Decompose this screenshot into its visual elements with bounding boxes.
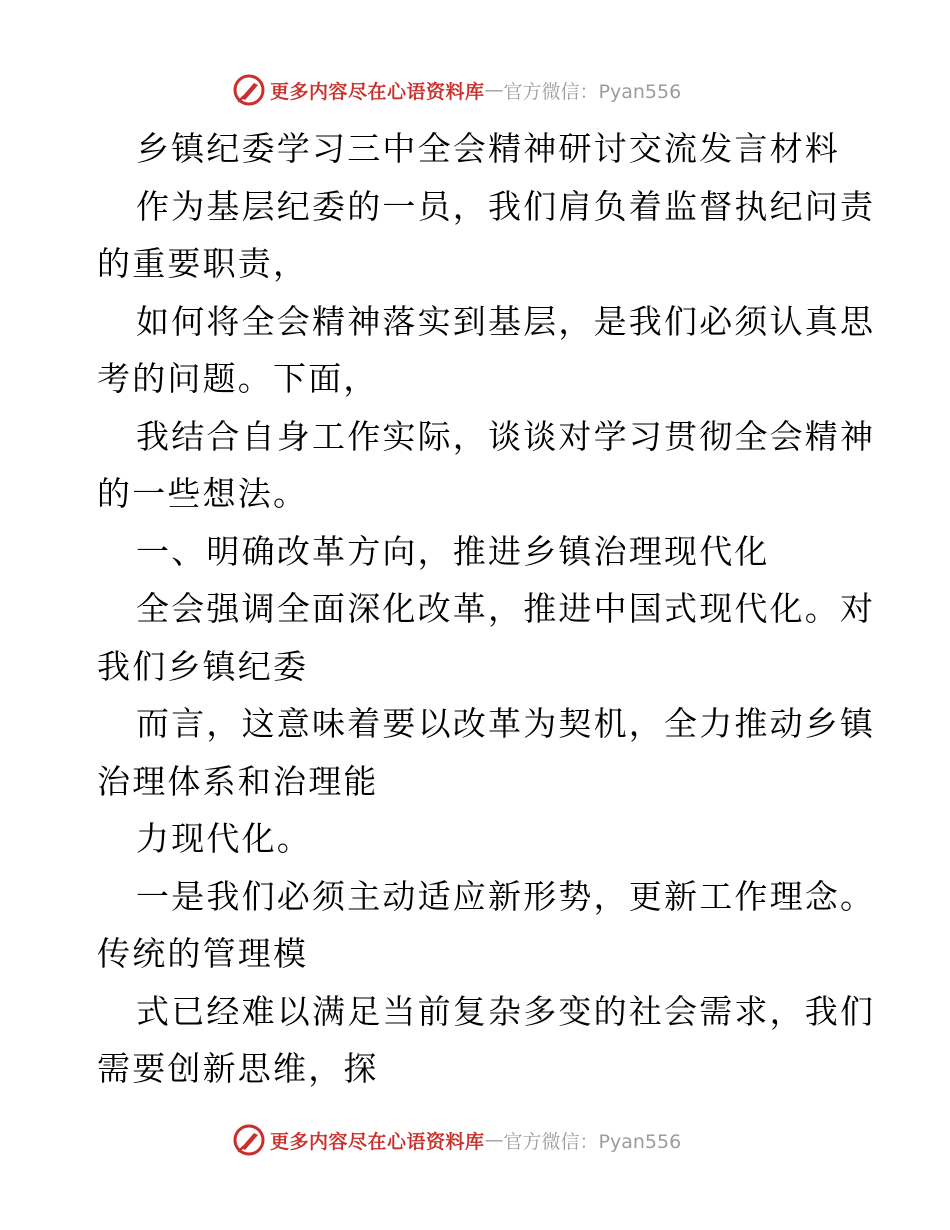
watermark-title: 更多内容尽在心语资料库 xyxy=(270,80,485,103)
quill-pen-logo-icon xyxy=(232,73,266,107)
footer-watermark xyxy=(232,1120,752,1160)
watermark-title: 更多内容尽在心语资料库 xyxy=(270,1130,485,1153)
text-line: 作为基层纪委的一员，我们肩负着监督执纪问责 xyxy=(136,186,876,226)
text-line: 全会强调全面深化改革，推进中国式现代化。对 xyxy=(136,589,876,628)
watermark-contact: 官方微信：Pyan556 xyxy=(503,80,682,103)
document-body xyxy=(97,120,876,1098)
text-line: 式已经难以满足当前复杂多变的社会需求，我们 xyxy=(136,991,876,1031)
text-line: 传统的管理模 xyxy=(97,934,309,973)
text-line: 而言，这意味着要以改革为契机，全力推动乡镇 xyxy=(136,704,876,743)
text-line: 一是我们必须主动适应新形势，更新工作理念。 xyxy=(136,876,876,916)
header-watermark xyxy=(232,70,752,110)
document-title: 乡镇纪委学习三中全会精神研讨交流发言材料 xyxy=(136,129,840,168)
watermark-contact: 官方微信：Pyan556 xyxy=(503,1130,682,1153)
text-line: 力现代化。 xyxy=(136,819,312,858)
text-line: 我结合自身工作实际，谈谈对学习贯彻全会精神 xyxy=(136,416,876,456)
text-line: 需要创新思维，探 xyxy=(97,1049,379,1088)
text-line: 考的问题。下面， xyxy=(97,359,379,398)
text-line: 的重要职责， xyxy=(97,244,309,283)
text-line: 一、明确改革方向，推进乡镇治理现代化 xyxy=(136,531,770,571)
text-line: 治理体系和治理能 xyxy=(97,761,379,801)
text-line: 如何将全会精神落实到基层，是我们必须认真思 xyxy=(136,301,876,341)
text-line: 我们乡镇纪委 xyxy=(97,646,309,686)
watermark-separator: — xyxy=(484,1129,504,1151)
quill-pen-logo-icon xyxy=(232,1123,266,1157)
text-line: 的一些想法。 xyxy=(97,474,309,513)
watermark-separator: — xyxy=(484,79,504,101)
